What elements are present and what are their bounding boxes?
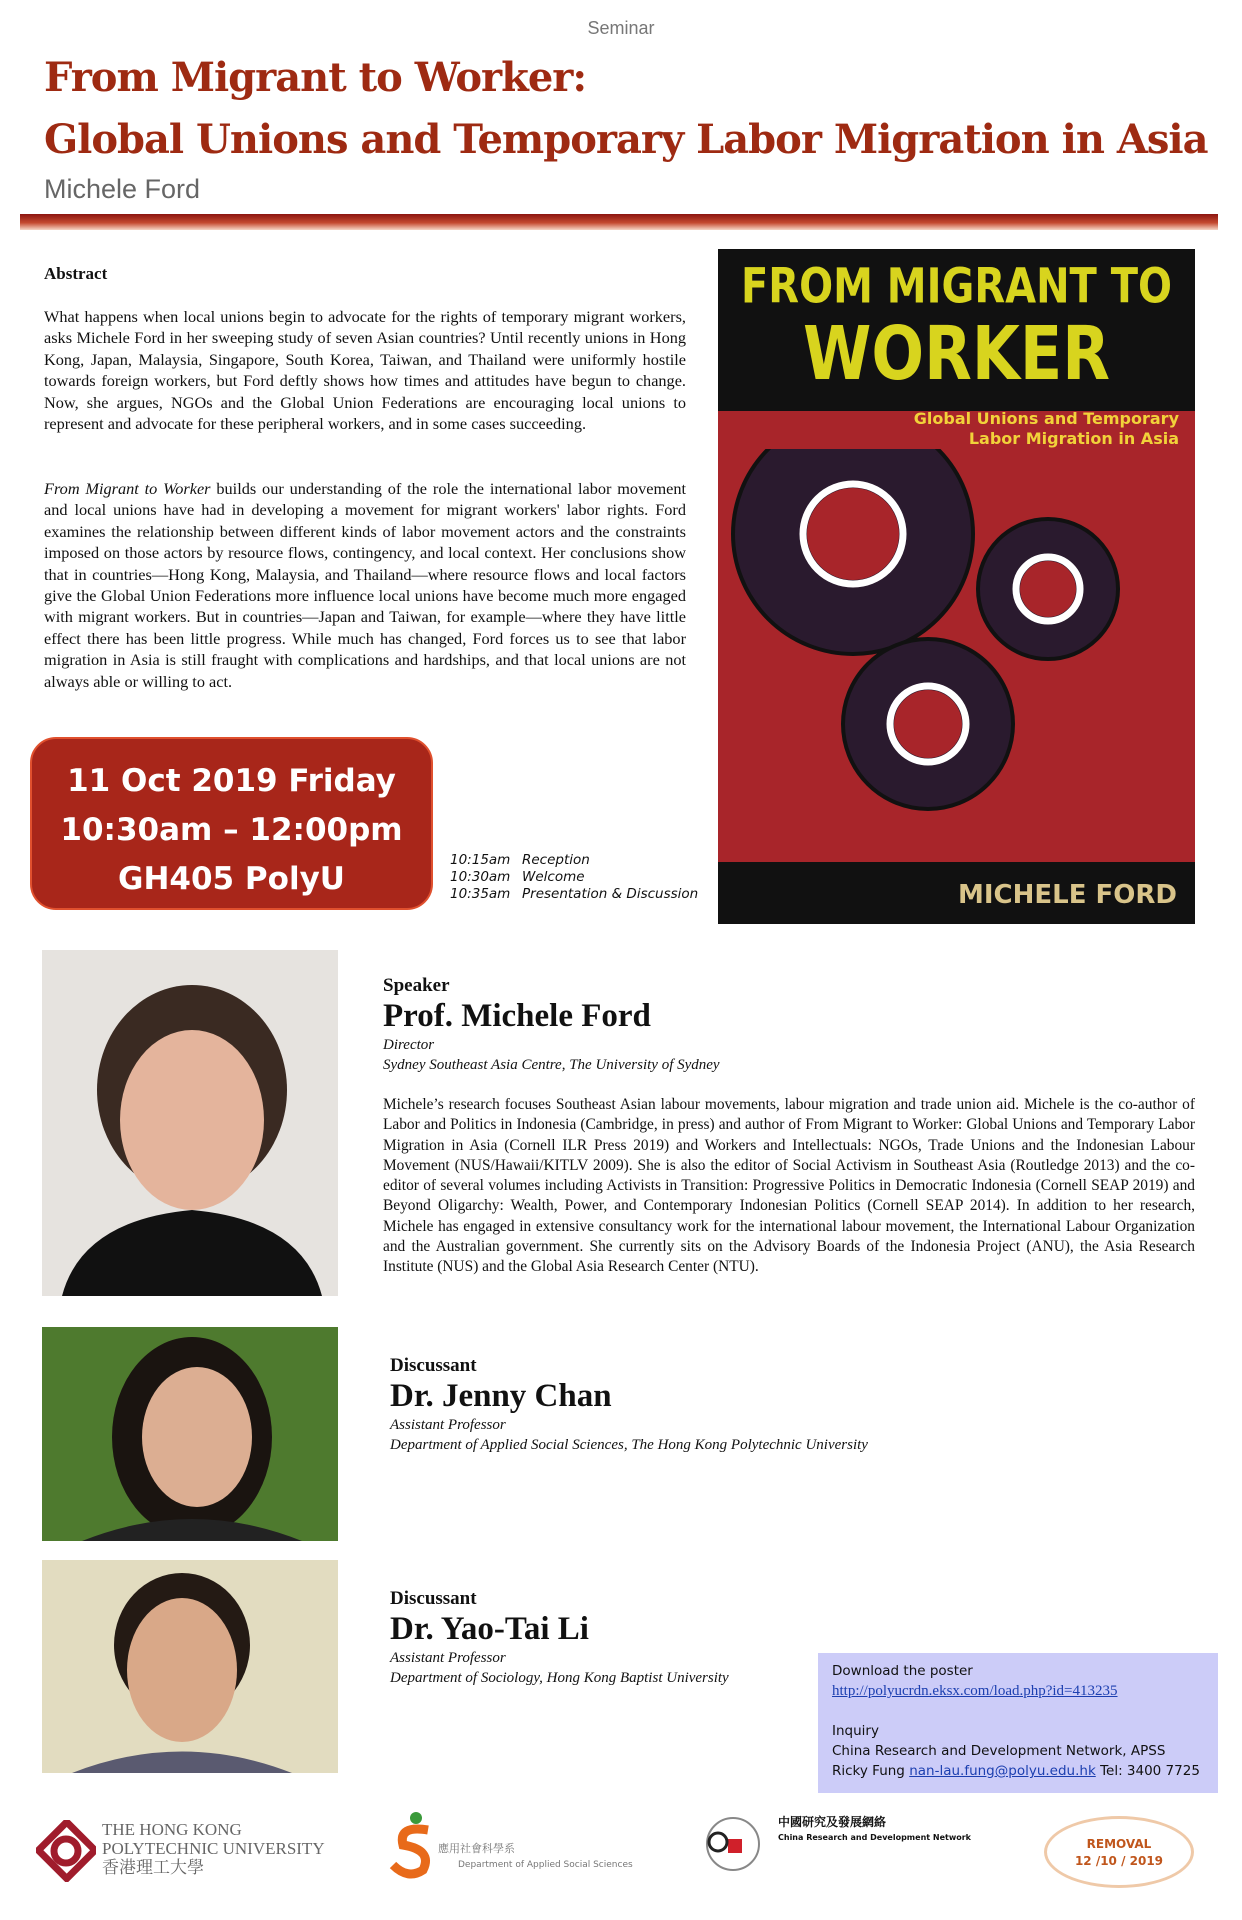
speaker-bio: Michele’s research focuses Southeast Asian labour movements, labour migration and trade union aid. Michele is the co-author of Labor and Politics in Indonesia (Cambridge, in press) and author of From Migrant to Worker: Global Unions and Temporary Labor Migration in Asia (Cornell ILR Press 2019) and Workers and Intellectuals: NGOs, Trade Unions and the Indonesian Labour Movement (NUS/Hawaii/KITLV 2009). She is also the editor of Social Activism in Southeast Asia (Routledge 2013) and the co-editor of several volumes including Activists in Transition: Progressive Politics in Democratic Indonesia (Cornell SEAP 2019) and Beyond Oligarchy: Wealth, Power, and Contemporary Indonesian Politics (Cornell SEAP 2014). In addition to her research, Michele has engaged in extensive consultancy work for the international labour movement, the International Labour Organization and the Australian government. She currently sits on the Advisory Boards of the Indonesia Project (ANU), the Asia Research Institute (NUS) and the Global Asia Research Center (NTU).	[383, 1096, 1195, 1276]
logo-bar	[0, 1806, 1242, 1906]
book-title-2: WORKER	[803, 309, 1110, 398]
abstract-paragraph-2-text: builds our understanding of the role the international labor movement and local unions have had in developing a movement for migrant workers' labor rights. Ford examines the relationship between different kinds of labor movement actors and the constraints imposed on those actors by resource flows, contingency, and local context. Her conclusions show that in countries—Hong Kong, Malaysia, and Thailand—where resource flows and local factors give the Global Union Federations more influence local unions have become much more engaged with migrant workers. But in countries—Japan and Taiwan, for example—where they have little effect there has been little progress. While much has changed, Ford forces us to see that labor migration in Asia is still fraught with complications and hardships, and that local unions are not always able or willing to act.	[44, 479, 686, 691]
book-title-italic: From Migrant to Worker	[44, 479, 211, 498]
inquiry-org: China Research and Development Network, APSS	[832, 1743, 1166, 1759]
title-line-2: Global Unions and Temporary Labor Migration in Asia	[44, 116, 1208, 163]
event-details	[30, 737, 433, 910]
kicker: Seminar	[587, 18, 655, 38]
discussant-photo-yao-tai-li	[42, 1560, 338, 1773]
info-box: Download the poster http://polyucrdn.eksx.com/load.php?id=413235 Inquiry China Research and Development Network, APSS Ricky Fung nan-lau.fung@polyu.edu.hk Tel: 3400 7725	[818, 1653, 1218, 1793]
email-link[interactable]: nan-lau.fung@polyu.edu.hk	[909, 1763, 1096, 1779]
abstract-paragraph-1: What happens when local unions begin to advocate for the rights of temporary migrant workers, asks Michele Ford in her sweeping study of seven Asian countries? Until recently unions in Hong Kong, Japan, Malaysia, Singapore, South Korea, Taiwan, and Thailand were uniformly hostile towards foreign workers, but Ford deftly shows how times and attitudes have begun to change. Now, she argues, NGOs and the Global Union Federations are encouraging local unions to represent and advocate for these peripheral workers, and in some cases succeeding.	[44, 307, 686, 434]
removal-stamp: REMOVAL 12 /10 / 2019	[1044, 1816, 1194, 1888]
speaker-info	[383, 975, 1195, 1278]
inquiry-label: Inquiry	[832, 1723, 879, 1739]
speaker-photo	[42, 950, 338, 1296]
title-line-1: From Migrant to Worker:	[44, 54, 587, 101]
abstract-heading: Abstract	[44, 264, 108, 283]
discussant-info: Discussant Dr. Yao-Tai Li Assistant Professor Department of Sociology, Hong Kong Baptist University	[390, 1588, 729, 1686]
speaker-affiliation: Sydney Southeast Asia Centre, The University of Sydney	[383, 1057, 720, 1073]
schedule	[450, 852, 698, 903]
book-subtitle: Global Unions and Temporary Labor Migration in Asia	[913, 409, 1179, 448]
author: Michele Ford	[44, 174, 201, 204]
divider	[20, 214, 1218, 230]
abstract-paragraph-2	[44, 478, 686, 692]
event-date: 11 Oct 2019 Friday	[67, 763, 396, 799]
download-link[interactable]: http://polyucrdn.eksx.com/load.php?id=413235	[832, 1683, 1118, 1699]
event-time: 10:30am – 12:00pm	[60, 812, 403, 848]
book-cover	[718, 249, 1195, 924]
speaker-name: Prof. Michele Ford	[383, 998, 651, 1034]
event-venue: GH405 PolyU	[118, 861, 345, 897]
schedule-item: 10:35am Presentation & Discussion	[450, 886, 699, 902]
apss-logo: 應用社會科學系 Department of Applied Social Sciences	[388, 1810, 633, 1885]
gears-icon	[718, 449, 1195, 849]
download-label: Download the poster	[832, 1663, 973, 1679]
polyu-logo: THE HONG KONG POLYTECHNIC UNIVERSITY 香港理工大學	[36, 1820, 325, 1882]
schedule-item: 10:30am Welcome	[450, 869, 585, 885]
speaker-title: Director	[383, 1037, 435, 1053]
schedule-item: 10:15am Reception	[450, 852, 590, 868]
discussant-info: Discussant Dr. Jenny Chan Assistant Professor Department of Applied Social Sciences, The Hong Kong Polytechnic University	[390, 1355, 868, 1453]
book-author: MICHELE FORD	[958, 880, 1177, 910]
speaker-role: Speaker	[383, 975, 450, 996]
discussant-photo-jenny-chan	[42, 1327, 338, 1541]
book-title-1: FROM MIGRANT TO	[740, 259, 1173, 315]
crdn-logo: 中國研究及發展網絡 China Research and Development Network	[688, 1814, 971, 1876]
